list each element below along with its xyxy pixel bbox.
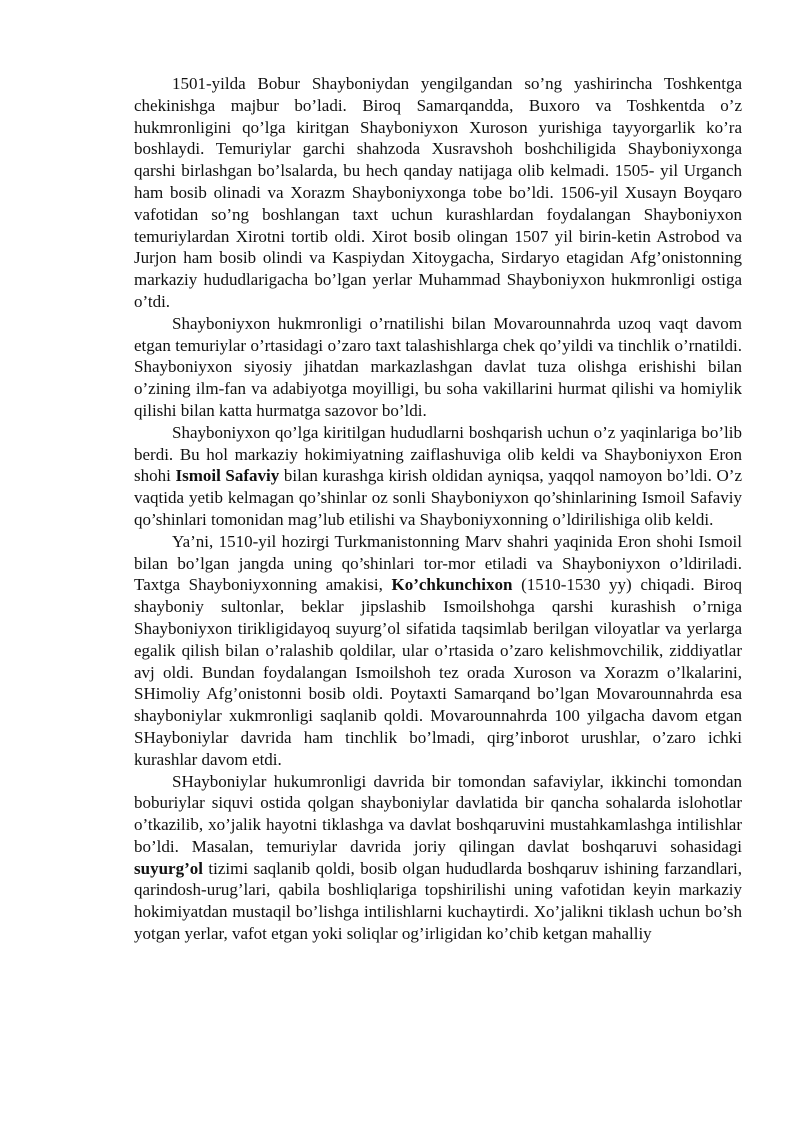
paragraph-5 [134,771,742,945]
bold-term-ismoil-safaviy: Ismoil Safaviy [175,466,280,486]
paragraph-text: Shayboniyxon qo’lga kiritilgan hududlarni boshqarish uchun o’z yaqinlariga bo’lib berdi. Bu hol markaziy hokimiyatning zaiflashuviga olib keldi va Shayboniyxon Eron shohi [134,422,742,486]
paragraph-4 [134,531,742,771]
paragraph-text: Ya’ni, 1510-yil hozirgi Turkmanistonning Marv shahri yaqinida Eron shohi Ismoil bilan bo’lgan jangda uning qo’shinlari tor-mor etiladi va Shayboniyxon o’ldiriladi. Taxtga Shayboniyxonning amakisi, [134,531,742,595]
paragraph-text: 1501-yilda Bobur Shayboniydan yengilgandan so’ng yashirincha Toshkentga chekinishga majbur bo’ladi. Biroq Samarqandda, Buxoro va Toshkentda o’z hukmronligini qo’lga kiritgan Shayboniyxon Xuroson yurishiga tayyorgarlik ko’ra boshlaydi. Temuriylar garchi shahzoda Xusravshoh boshchiligida Shayboniyxonga qarshi birlashgan bo’lsalarda, bu hech qanday natijaga olib kelmadi. 1505- yil Urganch ham bosib olinadi va Xorazm Shayboniyxonga tobe bo’ldi. 1506-yil Xusayn Boyqaro vafotidan so’ng boshlangan taxt uchun kurashlardan foydalangan Shayboniyxon temuriylardan Xirotni tortib oldi. Xirot bosib olingan 1507 yil birin-ketin Astrobod va Jurjon ham bosib olindi va Kaspiydan Xitoygacha, Sirdaryo etagidan Afg’onistonning markaziy hududlarigacha bo’lgan yerlar Muhammad Shayboniyxon hukmronligi ostiga o’tdi. [134,74,742,311]
paragraph-2 [134,313,742,422]
paragraph-3 [134,422,742,531]
paragraph-text: tizimi saqlanib qoldi, bosib olgan hududlarda boshqaruv ishining farzandlari, qarindosh-urug’lari, qabila boshliqlariga topshirilishi uning vafotidan keyin markaziy hokimiyatdan mustaqil bo’lishga intilishlarni kuchaytirdi. Xo’jalikni tiklash uchun bo’sh yotgan yerlar, vafot etgan yoki soliqlar og’irligidan ko’chib ketgan mahalliy [134,858,742,944]
paragraph-1 [134,73,742,313]
bold-term-kochkunchixon: Ko’chkunchixon [391,575,513,595]
paragraph-text: SHayboniylar hukumronligi davrida bir tomondan safaviylar, ikkinchi tomondan boburiylar siquvi ostida qolgan shayboniylar davlatida bir qancha sohalarda islohotlar o’tkazilib, xo’jalik hayotni tiklashga va davlat boshqaruvini mustahkamlashga intilishlar bo’ldi. Masalan, temuriylar davrida joriy qilingan davlat boshqaruvi sohasidagi [134,771,742,856]
paragraph-text: Shayboniyxon hukmronligi o’rnatilishi bilan Movarounnahrda uzoq vaqt davom etgan temuriylar o’rtasidagi o’zaro taxt talashishlarga chek qo’yildi va tinchlik o’rnatildi. Shayboniyxon siyosiy jihatdan markazlashgan davlat tuza olishga erishishi bilan o’zining ilm-fan va adabiyotga moyilligi, bu soha vakillarini hurmat qilishi va homiylik qilishi bilan katta hurmatga sazovor bo’ldi. [134,313,742,420]
bold-term-suyurgol: suyurg’ol [134,858,203,878]
paragraph-text: (1510-1530 yy) chiqadi. Biroq shayboniy sultonlar, beklar jipslashib Ismoilshohga qarshi kurashish o’rniga Shayboniyxon tirikligidayoq suyurg’ol sifatida taqsimlab berilgan viloyatlar va yerlarga egalik qilish bilan o’ralashib qoldilar, ular o’rtasida o’zaro kelishmovchilik, ziddiyatlar avj oldi. Bundan foydalangan Ismoilshoh tez orada Xuroson va Xorazm o’lkalarini, SHimoliy Afg’onistonni bosib oldi. Poytaxti Samarqand bo’lgan Movarounnahrda esa shayboniylar xukmronligi saqlanib qoldi. Movarounnahrda 100 yilgacha davom etgan SHayboniylar davrida ham tinchlik bo’lmadi, qirg’inborot urushlar, o’zaro ichki kurashlar davom etdi. [134,575,742,769]
document-page [134,73,742,945]
paragraph-text: bilan kurashga kirish oldidan ayniqsa, yaqqol namoyon bo’ldi. O’z vaqtida yetib kelmagan qo’shinlar oz sonli Shayboniyxon qo’shinlarining Ismoil Safaviy qo’shinlari tomonidan mag’lub etilishi va Shayboniyxonning o’ldirilishiga olib keldi. [134,466,742,529]
